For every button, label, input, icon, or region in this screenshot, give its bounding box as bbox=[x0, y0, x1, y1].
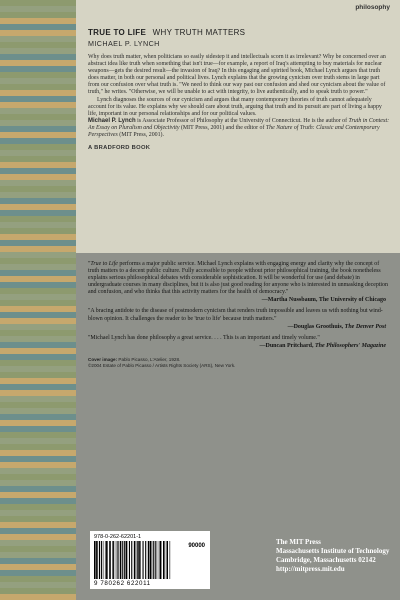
price-code: 90000 bbox=[188, 543, 205, 549]
subject-label: philosophy bbox=[355, 4, 390, 11]
color-stripe bbox=[0, 258, 76, 264]
barcode-bar bbox=[153, 541, 154, 579]
description-panel bbox=[76, 0, 400, 253]
barcode-bar bbox=[159, 541, 160, 579]
color-stripe bbox=[0, 336, 76, 342]
color-stripe bbox=[0, 150, 76, 156]
book-title: TRUE TO LIFE bbox=[88, 28, 147, 37]
color-stripe bbox=[0, 522, 76, 528]
color-stripe bbox=[0, 378, 76, 384]
color-stripe bbox=[0, 204, 76, 210]
color-stripe bbox=[0, 516, 76, 522]
color-stripe bbox=[0, 192, 76, 198]
color-stripe bbox=[0, 510, 76, 516]
description-paragraph: Lynch diagnoses the sources of our cynicism and argues that many contemporary theories of truth cannot adequately account for its value. He explains why we should care about truth, arguing that truth and its pursuit are part of living a happy life, important in our personal relationships and for our political values. bbox=[88, 96, 382, 117]
color-stripe bbox=[0, 474, 76, 480]
color-stripe bbox=[0, 132, 76, 138]
review-attribution: —Duncan Pritchard, The Philosophers' Magazine bbox=[259, 342, 386, 349]
book-subtitle: WHY TRUTH MATTERS bbox=[152, 28, 246, 37]
color-stripe bbox=[0, 438, 76, 444]
publisher-line: Cambridge, Massachusetts 02142 bbox=[276, 556, 376, 564]
barcode-bar bbox=[103, 541, 104, 579]
color-stripe bbox=[0, 60, 76, 66]
isbn-bottom-text: 9 780262 622011 bbox=[94, 580, 151, 587]
color-stripe bbox=[0, 312, 76, 318]
barcode-bar bbox=[137, 541, 138, 579]
color-stripe bbox=[0, 54, 76, 60]
barcode-bar bbox=[138, 541, 140, 579]
color-stripe bbox=[0, 504, 76, 510]
book-title-line bbox=[88, 28, 390, 37]
barcode-bar bbox=[160, 541, 162, 579]
color-stripe bbox=[0, 318, 76, 324]
color-stripe bbox=[0, 414, 76, 420]
color-stripe bbox=[0, 6, 76, 12]
barcode-bar bbox=[117, 541, 118, 579]
color-stripe bbox=[0, 384, 76, 390]
barcode-bar bbox=[170, 541, 171, 579]
color-stripe bbox=[0, 444, 76, 450]
color-stripe bbox=[0, 390, 76, 396]
barcode-bar bbox=[166, 541, 167, 579]
color-stripe bbox=[0, 276, 76, 282]
color-stripe bbox=[0, 78, 76, 84]
color-stripe bbox=[0, 528, 76, 534]
color-stripe bbox=[0, 354, 76, 360]
color-stripe bbox=[0, 12, 76, 18]
color-stripe bbox=[0, 294, 76, 300]
color-stripe bbox=[0, 324, 76, 330]
color-stripe bbox=[0, 72, 76, 78]
color-stripe bbox=[0, 174, 76, 180]
barcode-bar bbox=[99, 541, 100, 579]
barcode-bar bbox=[96, 541, 98, 579]
color-stripe bbox=[0, 450, 76, 456]
color-stripe bbox=[0, 330, 76, 336]
barcode-bar bbox=[126, 541, 128, 579]
color-stripe bbox=[0, 408, 76, 414]
barcode-bar bbox=[124, 541, 125, 579]
color-stripe bbox=[0, 270, 76, 276]
barcode-bar bbox=[120, 541, 122, 579]
barcode-bar bbox=[105, 541, 106, 579]
color-stripe bbox=[0, 420, 76, 426]
review-attribution: —Martha Nussbaum, The University of Chicago bbox=[261, 297, 386, 304]
color-stripe bbox=[0, 168, 76, 174]
barcode-bars bbox=[94, 541, 172, 579]
barcode-bar bbox=[129, 541, 130, 579]
color-stripe bbox=[0, 120, 76, 126]
isbn-barcode bbox=[90, 531, 210, 589]
color-stripe bbox=[0, 228, 76, 234]
color-stripe bbox=[0, 288, 76, 294]
barcode-bar bbox=[163, 541, 165, 579]
description-paragraph: Why does truth matter, when politicians so easily sidestep it and intellectuals scorn it as irrelevant? Why be concerned over an abstract idea like truth when something that isn't true—for example, a report of Iraq's attempting to buy materials for nuclear weapons—gets the desired result—the invasion of Iraq? In this engaging and spirited book, Michael Lynch argues that truth does matter, in both our personal and political lives. Lynch explains that the growing cynicism over truth stems in large part from our confusion over what truth is. "We need to think our way past our confusion and shed our cynicism about the value of truth," he writes. "Otherwise, we will be unable to act with integrity, to live authentically, and to speak truth to power." bbox=[88, 54, 386, 96]
barcode-bar bbox=[122, 541, 123, 579]
barcode-bar bbox=[118, 541, 119, 579]
color-stripe bbox=[0, 48, 76, 54]
cover-stripe-pattern bbox=[0, 0, 76, 600]
color-stripe bbox=[0, 108, 76, 114]
color-stripe bbox=[0, 144, 76, 150]
color-stripe bbox=[0, 180, 76, 186]
color-stripe bbox=[0, 126, 76, 132]
color-stripe bbox=[0, 186, 76, 192]
barcode-bar bbox=[155, 541, 156, 579]
color-stripe bbox=[0, 342, 76, 348]
review-quote: "True to Life performs a major public service. Michael Lynch explains with engaging energy and clarity why the concept of truth matters to a decent public culture. Fully accessible to people without prior philosophical training, the book nonetheless explains serious philosophical debates with considerable sophistication. It will be wonderful for use (and debate) in undergraduate courses in many disciplines, but it is also just good reading for anyone who is interested in unmasking deception and confusion, and who thinks that this activity matters for the health of democracy." bbox=[88, 261, 388, 296]
color-stripe bbox=[0, 462, 76, 468]
color-stripe bbox=[0, 360, 76, 366]
color-stripe bbox=[0, 348, 76, 354]
color-stripe bbox=[0, 102, 76, 108]
book-author: MICHAEL P. LYNCH bbox=[88, 39, 160, 48]
barcode-bar bbox=[157, 541, 158, 579]
color-stripe bbox=[0, 66, 76, 72]
color-stripe bbox=[0, 0, 76, 6]
color-stripe bbox=[0, 456, 76, 462]
color-stripe bbox=[0, 576, 76, 582]
barcode-bar bbox=[148, 541, 150, 579]
color-stripe bbox=[0, 570, 76, 576]
color-stripe bbox=[0, 240, 76, 246]
color-stripe bbox=[0, 24, 76, 30]
imprint-label: A BRADFORD BOOK bbox=[88, 145, 151, 152]
color-stripe bbox=[0, 246, 76, 252]
color-stripe bbox=[0, 210, 76, 216]
barcode-bar bbox=[109, 541, 111, 579]
color-stripe bbox=[0, 162, 76, 168]
color-stripe bbox=[0, 300, 76, 306]
color-stripe bbox=[0, 252, 76, 258]
color-stripe bbox=[0, 540, 76, 546]
color-stripe bbox=[0, 498, 76, 504]
color-stripe bbox=[0, 468, 76, 474]
color-stripe bbox=[0, 366, 76, 372]
color-stripe bbox=[0, 156, 76, 162]
color-stripe bbox=[0, 42, 76, 48]
color-stripe bbox=[0, 588, 76, 594]
barcode-bar bbox=[131, 541, 132, 579]
color-stripe bbox=[0, 138, 76, 144]
color-stripe bbox=[0, 198, 76, 204]
color-stripe bbox=[0, 582, 76, 588]
barcode-bar bbox=[143, 541, 144, 579]
review-quote: "Michael Lynch has done philosophy a great service. . . . This is an important and timely volume." bbox=[88, 334, 320, 341]
color-stripe bbox=[0, 594, 76, 600]
color-stripe bbox=[0, 30, 76, 36]
color-stripe bbox=[0, 534, 76, 540]
review-quote: "A bracing antidote to the disease of postmodern cynicism that renders truth impossible and leaves us with nothing but wind-blown opinion. It challenges the reader to be 'true to life' because truth matters." bbox=[88, 308, 383, 322]
author-bio: Michael P. Lynch is Associate Professor of Philosophy at the University of Connecticut. He is the author of Truth in Context: An Essay on Pluralism and Objectivity (MIT Press, 2001) and the editor of The Nature of Truth: Classic and Contemporary Perspectives (MIT Press, 2001). bbox=[88, 117, 390, 139]
author-bio-name: Michael P. Lynch bbox=[88, 117, 136, 124]
color-stripe bbox=[0, 492, 76, 498]
publisher-url: http://mitpress.mit.edu bbox=[276, 565, 345, 573]
color-stripe bbox=[0, 372, 76, 378]
color-stripe bbox=[0, 306, 76, 312]
review-attribution: —Douglas Groothuis, The Denver Post bbox=[287, 323, 386, 330]
color-stripe bbox=[0, 114, 76, 120]
isbn-top-text: 978-0-262-62201-1 bbox=[94, 534, 142, 540]
barcode-bar bbox=[112, 541, 113, 579]
color-stripe bbox=[0, 480, 76, 486]
barcode-bar bbox=[145, 541, 146, 579]
barcode-bar bbox=[150, 541, 152, 579]
barcode-bar bbox=[94, 541, 96, 579]
barcode-bar bbox=[116, 541, 117, 579]
color-stripe bbox=[0, 90, 76, 96]
publisher-name: The MIT Press bbox=[276, 538, 321, 546]
color-stripe bbox=[0, 558, 76, 564]
color-stripe bbox=[0, 282, 76, 288]
color-stripe bbox=[0, 564, 76, 570]
color-stripe bbox=[0, 216, 76, 222]
publisher-line: Massachusetts Institute of Technology bbox=[276, 547, 390, 555]
publisher-block bbox=[276, 538, 389, 574]
color-stripe bbox=[0, 486, 76, 492]
color-stripe bbox=[0, 402, 76, 408]
color-stripe bbox=[0, 432, 76, 438]
color-stripe bbox=[0, 264, 76, 270]
color-stripe bbox=[0, 18, 76, 24]
barcode-bar bbox=[167, 541, 168, 579]
barcode-bar bbox=[134, 541, 136, 579]
color-stripe bbox=[0, 546, 76, 552]
color-stripe bbox=[0, 396, 76, 402]
barcode-bar bbox=[113, 541, 114, 579]
color-stripe bbox=[0, 426, 76, 432]
color-stripe bbox=[0, 552, 76, 558]
color-stripe bbox=[0, 234, 76, 240]
barcode-bar bbox=[106, 541, 108, 579]
barcode-bar bbox=[140, 541, 141, 579]
color-stripe bbox=[0, 96, 76, 102]
color-stripe bbox=[0, 84, 76, 90]
cover-image-credit: Cover image: Pablo Picasso, L'Atelier, 1928. ©2004 Estate of Pablo Picasso / Artists Rights Society (ARS), New York. bbox=[88, 356, 236, 368]
color-stripe bbox=[0, 222, 76, 228]
barcode-bar bbox=[101, 541, 102, 579]
color-stripe bbox=[0, 36, 76, 42]
